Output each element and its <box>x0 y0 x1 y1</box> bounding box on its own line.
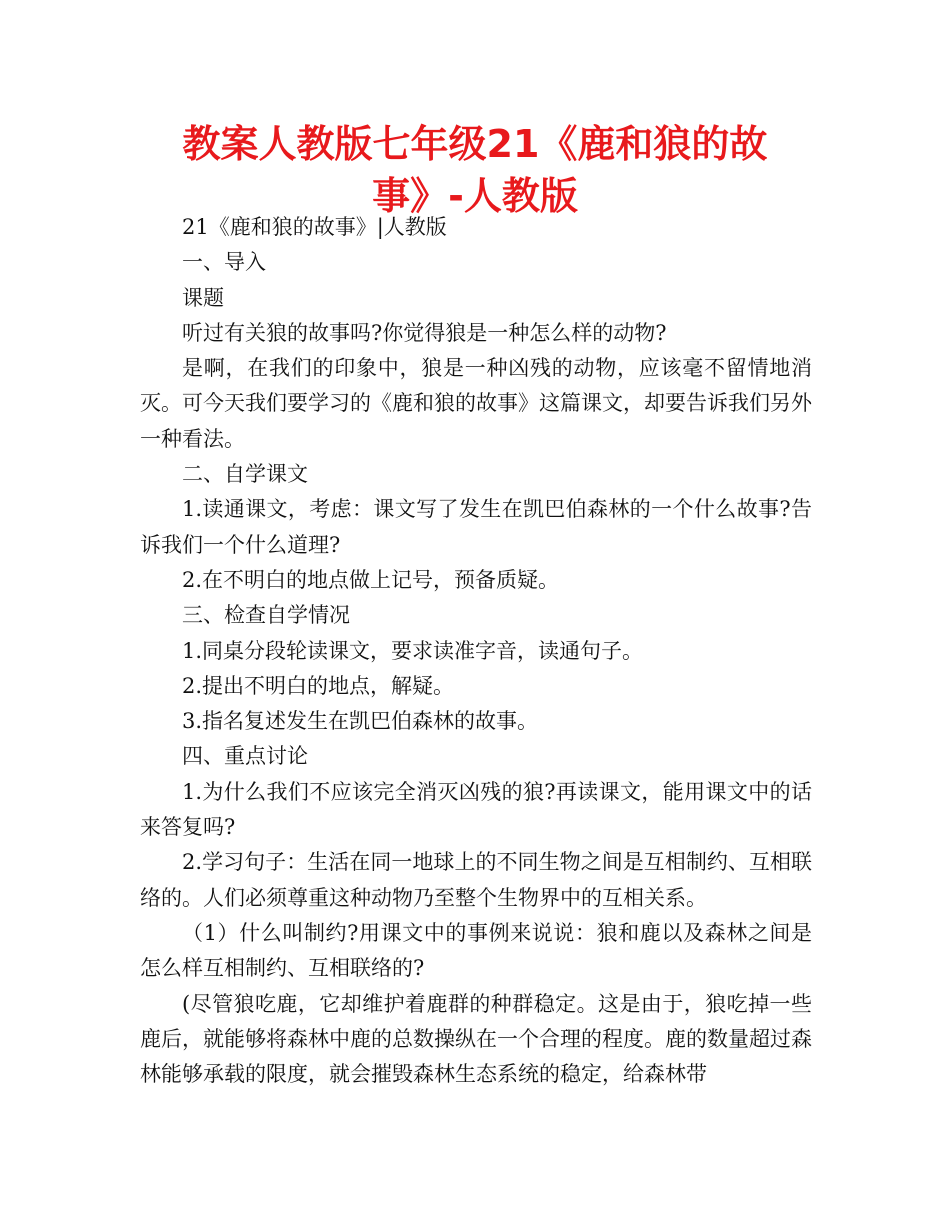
paragraph: 1.同桌分段轮读课文，要求读准字音，读通句子。 <box>182 638 644 663</box>
heading-check: 三、检查自学情况 <box>182 603 350 628</box>
document-title: 教案人教版七年级21《鹿和狼的故事》-人教版 <box>182 122 768 218</box>
paragraph: 1.为什么我们不应该完全消灭凶残的狼?再读课文，能用课文中的话来答复吗? <box>140 779 812 840</box>
paragraph: 听过有关狼的故事吗?你觉得狼是一种怎么样的动物? <box>182 320 667 345</box>
paragraph: 2.学习句子：生活在同一地球上的不同生物之间是互相制约、互相联络的。人们必须尊重这种动物乃至整个生物界中的互相关系。 <box>140 850 812 910</box>
paragraph: 1.读通课文，考虑：课文写了发生在凯巴伯森林的一个什么故事?告诉我们一个什么道理? <box>140 497 812 557</box>
paragraph: 2.提出不明白的地点，解疑。 <box>182 673 455 698</box>
document-body <box>140 210 812 1092</box>
heading-self-study: 二、自学课文 <box>182 462 308 487</box>
paragraph: （1）什么叫制约?用课文中的事例来说说：狼和鹿以及森林之间是怎么样互相制约、互相联络的? <box>140 920 812 981</box>
paragraph: 2.在不明白的地点做上记号，预备质疑。 <box>182 567 560 592</box>
paragraph: 3.指名复述发生在凯巴伯森林的故事。 <box>182 709 539 734</box>
heading-discussion: 四、重点讨论 <box>182 744 308 769</box>
paragraph-subtitle: 21《鹿和狼的故事》|人教版 <box>182 215 447 239</box>
paragraph: (尽管狼吃鹿，它却维护着鹿群的种群稳定。这是由于，狼吃掉一些鹿后，就能够将森林中鹿的总数操纵在一个合理的程度。鹿的数量超过森林能够承载的限度，就会摧毁森林生态系统的稳定，给森林带 <box>140 991 812 1087</box>
heading-intro: 一、导入 <box>182 250 266 275</box>
paragraph: 课题 <box>182 285 224 310</box>
paragraph: 是啊，在我们的印象中，狼是一种凶残的动物，应该毫不留情地消灭。可今天我们要学习的《鹿和狼的故事》这篇课文，却要告诉我们另外一种看法。 <box>140 356 812 451</box>
